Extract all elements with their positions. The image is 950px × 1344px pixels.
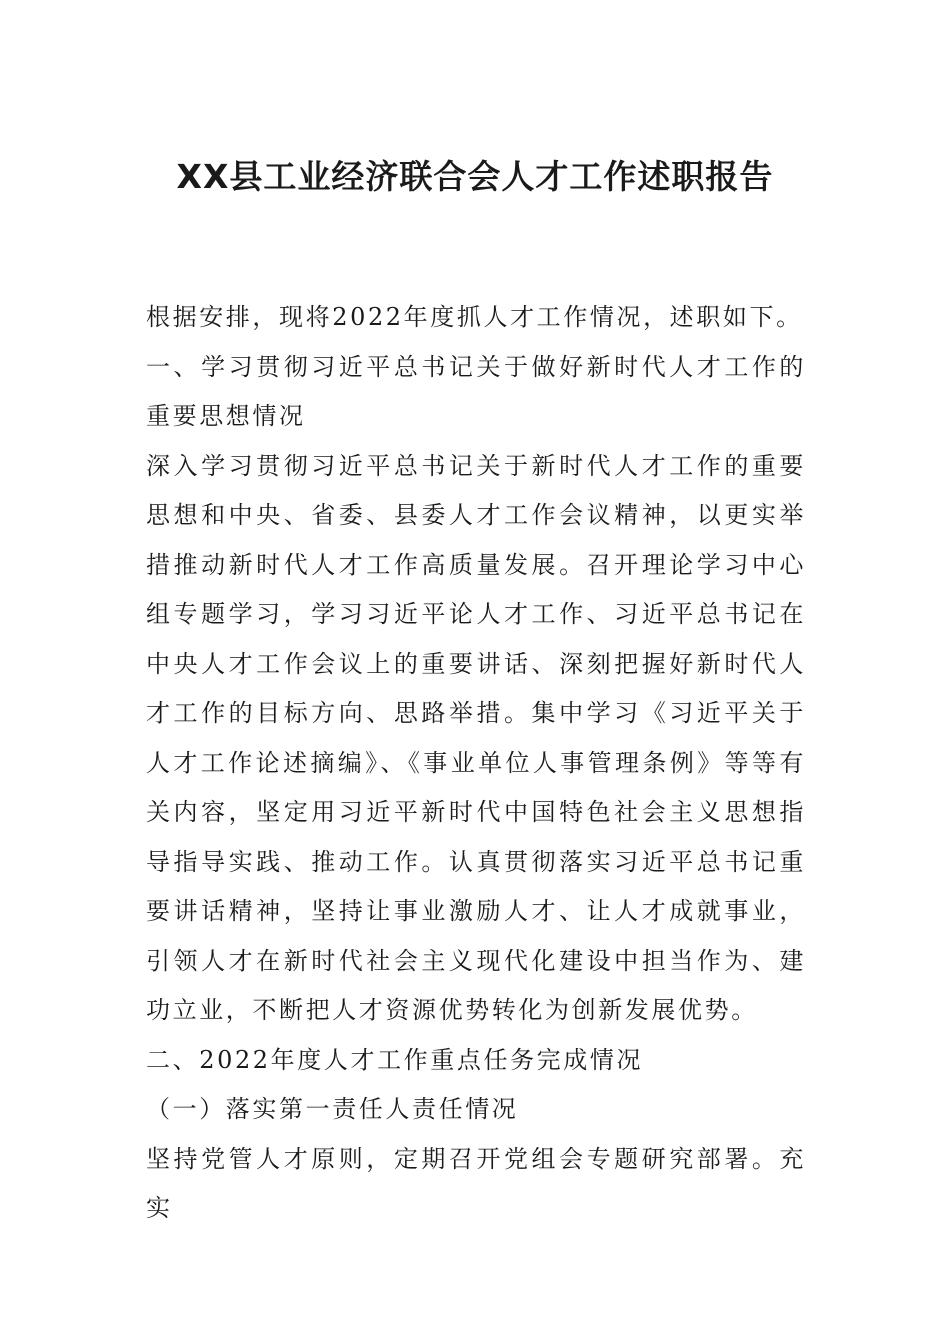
document-title: XX县工业经济联合会人才工作述职报告 (176, 157, 774, 196)
section-heading-1: 一、学习贯彻习近平总书记关于做好新时代人才工作的重要思想情况 (146, 352, 806, 430)
body-paragraph: 深入学习贯彻习近平总书记关于新时代人才工作的重要思想和中央、省委、县委人才工作会议精神，以更实举措推动新时代人才工作高质量发展。召开理论学习中心组专题学习，学习习近平论人才工作、习近平总书记在中央人才工作会议上的重要讲话、深刻把握好新时代人才工作的目标方向、思路举措。集中学习《习近平关于人才工作论述摘编》、《事业单位人事管理条例》等等有关内容，坚定用习近平新时代中国特色社会主义思想指导指导实践、推动工作。认真贯彻落实习近平总书记重要讲话精神，坚持让事业激励人才、让人才成就事业，引领人才在新时代社会主义现代化建设中担当作为、建功立业，不断把人才资源优势转化为创新发展优势。 (146, 451, 806, 1024)
subsection-heading-1: （一）落实第一责任人责任情况 (146, 1095, 519, 1123)
document-body (146, 293, 806, 1234)
section-heading-2: 二、2022年度人才工作重点任务完成情况 (146, 1045, 644, 1074)
intro-paragraph: 根据安排，现将2022年度抓人才工作情况，述职如下。 (146, 303, 803, 331)
body-paragraph: 坚持党管人才原则，定期召开党组会专题研究部署。充实 (146, 1144, 806, 1222)
